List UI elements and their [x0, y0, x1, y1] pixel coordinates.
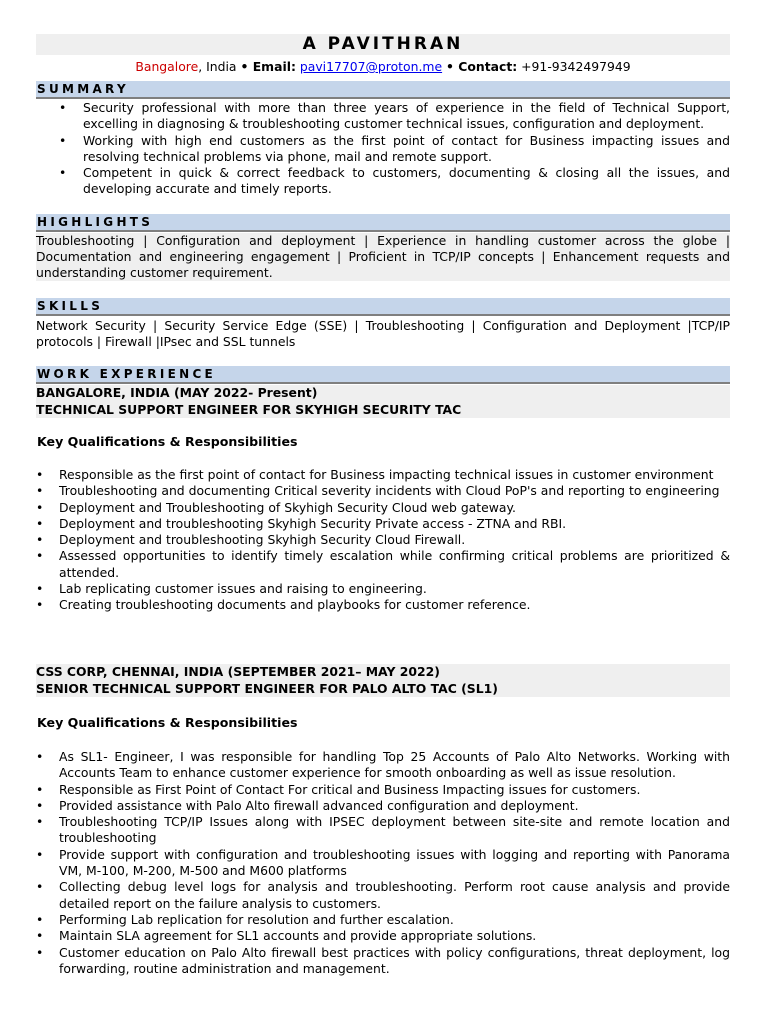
summary-list — [36, 100, 730, 198]
section-divider — [36, 230, 730, 232]
list-item: • Provide support with configuration and troubleshooting issues with logging and reporting with Panorama VM, M-100, M-200, M-500 and M600 platforms — [36, 847, 730, 880]
email-link[interactable]: pavi17707@proton.me — [299, 59, 443, 74]
section-divider — [36, 382, 730, 384]
list-item: • Lab replicating customer issues and raising to engineering. — [36, 581, 730, 597]
summary-heading: SUMMARY — [36, 81, 730, 97]
list-item: • Deployment and Troubleshooting of Skyhigh Security Cloud web gateway. — [36, 500, 730, 516]
phone-number: +91-9342497949 — [521, 59, 631, 74]
list-item: • Performing Lab replication for resolution and further escalation. — [36, 912, 730, 928]
skills-text: Network Security | Security Service Edge (SSE) | Troubleshooting | Configuration and Deployment |TCP/IP protocols | Firewall |IPsec and SSL tunnels — [36, 318, 730, 349]
job-header — [36, 664, 730, 697]
list-item: • Creating troubleshooting documents and playbooks for customer reference. — [36, 597, 730, 613]
highlights-heading: HIGHLIGHTS — [36, 214, 730, 230]
list-item: • Deployment and troubleshooting Skyhigh Security Cloud Firewall. — [36, 532, 730, 548]
list-item: • As SL1- Engineer, I was responsible for handling Top 25 Accounts of Palo Alto Networks. Working with Accounts Team to enhance customer experience for smooth onboarding as well as issue resolution. — [36, 749, 730, 782]
job-location: CSS CORP, CHENNAI, INDIA (SEPTEMBER 2021– MAY 2022) — [36, 664, 440, 679]
list-item: • Maintain SLA agreement for SL1 accounts and provide appropriate solutions. — [36, 928, 730, 944]
job-responsibilities — [36, 749, 730, 977]
job-title: TECHNICAL SUPPORT ENGINEER FOR SKYHIGH SECURITY TAC — [36, 401, 462, 417]
job-responsibilities — [36, 467, 730, 614]
contact-line — [36, 59, 730, 75]
job-header — [36, 385, 730, 418]
list-item: • Competent in quick & correct feedback to customers, documenting & closing all the issues, and developing accurate and timely reports. — [36, 165, 730, 198]
contact-city: Bangalore — [135, 59, 199, 74]
highlights-text: Troubleshooting | Configuration and deployment | Experience in handling customer across the globe | Documentation and engineering engagement | Proficient in TCP/IP concepts | Enhancement requests and understanding customer requirement. — [36, 233, 730, 280]
experience-heading: WORK EXPERIENCE — [36, 366, 730, 382]
candidate-name: A PAVITHRAN — [36, 34, 730, 55]
list-item: • Responsible as the first point of contact for Business impacting technical issues in customer environment — [36, 467, 730, 483]
phone-label: • Contact: — [446, 59, 518, 74]
list-item: • Provided assistance with Palo Alto firewall advanced configuration and deployment. — [36, 798, 730, 814]
section-divider — [36, 97, 730, 99]
list-item: • Troubleshooting TCP/IP Issues along with IPSEC deployment between site-site and remote location and troubleshooting — [36, 814, 730, 847]
list-item: • Responsible as First Point of Contact For critical and Business Impacting issues for customers. — [36, 782, 730, 798]
list-item: • Troubleshooting and documenting Critical severity incidents with Cloud PoP's and reporting to engineering — [36, 483, 730, 499]
list-item: • Assessed opportunities to identify timely escalation while confirming critical problems are prioritized & attended. — [36, 548, 730, 581]
job-location: BANGALORE, INDIA (MAY 2022- Present) — [36, 385, 318, 400]
job-title: SENIOR TECHNICAL SUPPORT ENGINEER FOR PALO ALTO TAC (SL1) — [36, 680, 498, 696]
section-divider — [36, 314, 730, 316]
key-qualifications-heading: Key Qualifications & Responsibilities — [37, 434, 298, 449]
list-item: • Security professional with more than three years of experience in the field of Technical Support, excelling in diagnosing & troubleshooting customer technical issues, configuration and deployment. — [36, 100, 730, 133]
contact-country: , India — [198, 59, 237, 74]
list-item: • Working with high end customers as the first point of contact for Business impacting issues and resolving technical problems via phone, mail and remote support. — [36, 133, 730, 166]
list-item: • Customer education on Palo Alto firewall best practices with policy configurations, threat deployment, log forwarding, routine administration and management. — [36, 945, 730, 978]
list-item: • Deployment and troubleshooting Skyhigh Security Private access - ZTNA and RBI. — [36, 516, 730, 532]
email-label: • Email: — [240, 59, 296, 74]
list-item: • Collecting debug level logs for analysis and troubleshooting. Perform root cause analysis and provide detailed report on the failure analysis to customers. — [36, 879, 730, 912]
key-qualifications-heading: Key Qualifications & Responsibilities — [37, 715, 298, 730]
skills-heading: SKILLS — [36, 298, 730, 314]
